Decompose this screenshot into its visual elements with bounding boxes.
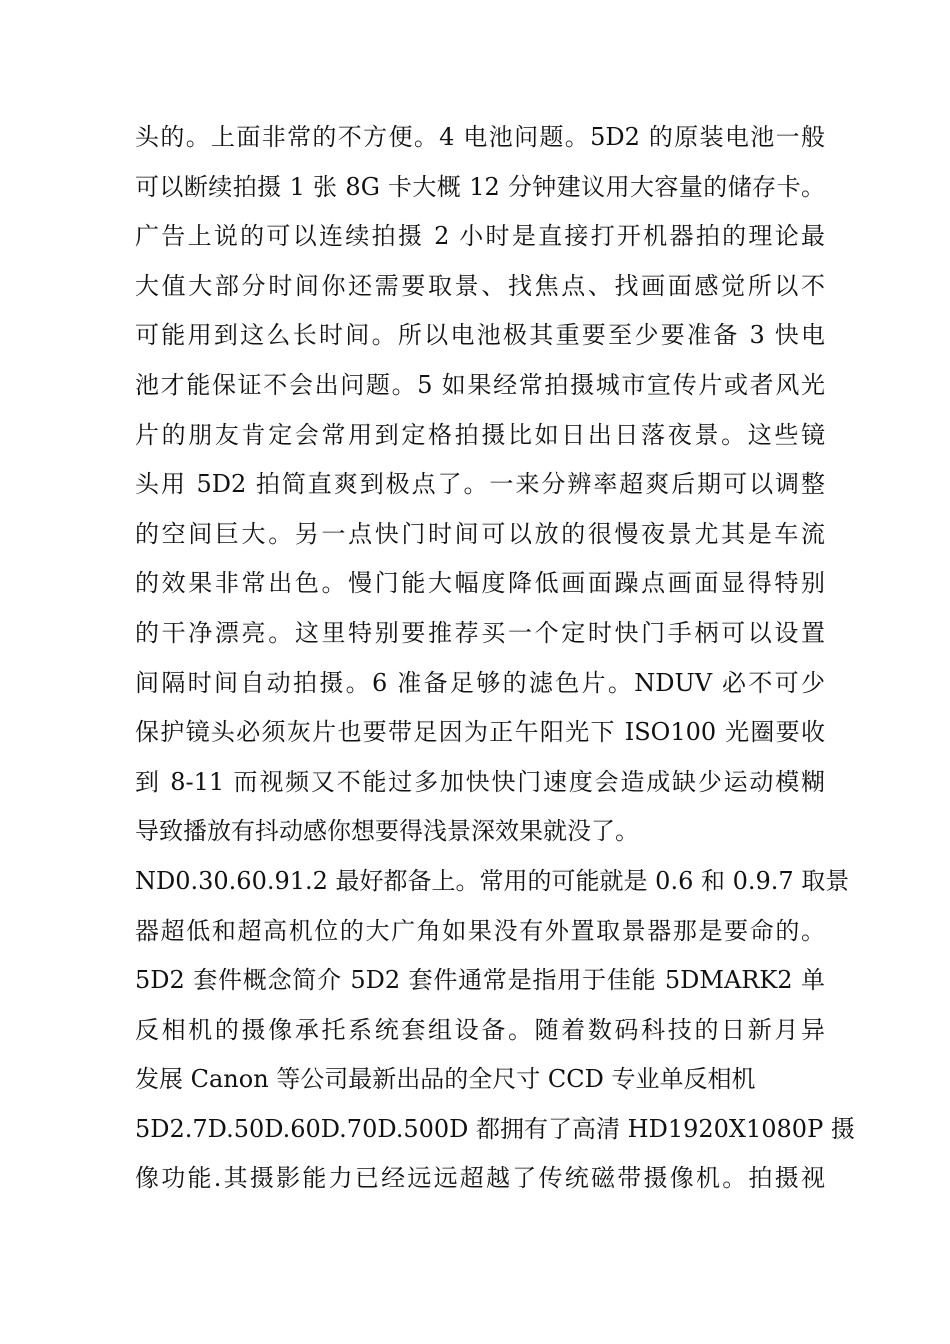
text-line: 广告上说的可以连续拍摄 2 小时是直接打开机器拍的理论最 [135,222,825,251]
text-line: 片的朋友肯定会常用到定格拍摄比如日出日落夜景。这些镜 [135,420,825,449]
body-text [135,113,855,1204]
text-line: 头用 5D2 拍简直爽到极点了。一来分辨率超爽后期可以调整 [135,470,825,499]
text-line: 的空间巨大。另一点快门时间可以放的很慢夜景尤其是车流 [135,519,825,548]
text-line: 导致播放有抖动感你想要得浅景深效果就没了。 [135,817,639,846]
text-line: 5D2 套件概念简介 5D2 套件通常是指用于佳能 5DMARK2 单 [135,966,825,995]
text-line: 到 8-11 而视频又不能过多加快快门速度会造成缺少运动模糊 [135,767,825,796]
text-line: 可能用到这么长时间。所以电池极其重要至少要准备 3 快电 [135,321,825,350]
text-line: 池才能保证不会出问题。5 如果经常拍摄城市宣传片或者风光 [135,370,825,399]
text-line: 器超低和超高机位的大广角如果没有外置取景器那是要命的。 [135,916,825,945]
text-line: 发展 Canon 等公司最新出品的全尺寸 CCD 专业单反相机 [135,1065,756,1094]
text-line: 的干净漂亮。这里特别要推荐买一个定时快门手柄可以设置 [135,618,825,647]
text-line: 像功能.其摄影能力已经远远超越了传统磁带摄像机。拍摄视 [135,1164,825,1193]
text-line: 间隔时间自动拍摄。6 准备足够的滤色片。NDUV 必不可少 [135,668,825,697]
text-line: ND0.30.60.91.2 最好都备上。常用的可能就是 0.6 和 0.9.7 取景 [135,866,850,895]
text-line: 大值大部分时间你还需要取景、找焦点、找画面感觉所以不 [135,271,825,300]
text-line: 头的。上面非常的不方便。4 电池问题。5D2 的原装电池一般 [135,123,825,151]
text-line: 保护镜头必须灰片也要带足因为正午阳光下 ISO100 光圈要收 [135,718,825,747]
text-line: 的效果非常出色。慢门能大幅度降低画面躁点画面显得特别 [135,569,825,598]
text-line: 5D2.7D.50D.60D.70D.500D 都拥有了高清 HD1920X1080P 摄 [135,1114,855,1143]
text-line: 可以断续拍摄 1 张 8G 卡大概 12 分钟建议用大容量的储存卡。 [135,172,825,201]
text-line: 反相机的摄像承托系统套组设备。随着数码科技的日新月异 [135,1015,825,1044]
